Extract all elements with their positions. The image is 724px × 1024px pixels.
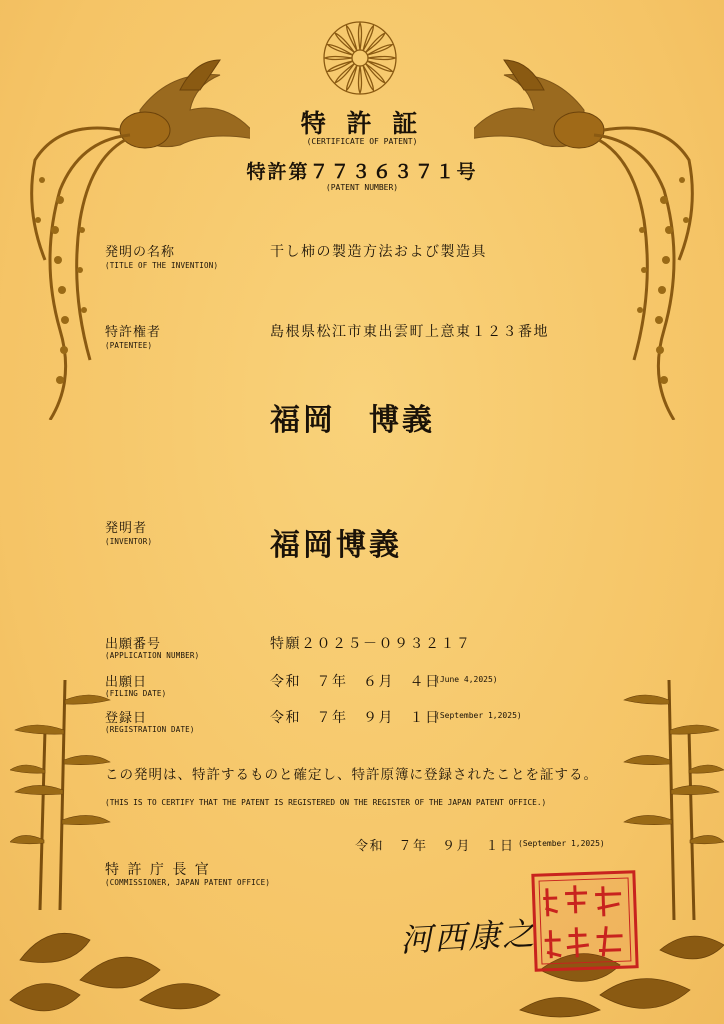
application-number-value: 特願２０２５－０９３２１７ (270, 636, 472, 652)
certification-text-en: (THIS IS TO CERTIFY THAT THE PATENT IS REGISTERED ON THE REGISTER OF THE JAPAN PATENT OFFICE.) (105, 798, 547, 807)
filing-date-value: 令和 ７年 ６月 ４日 (270, 674, 441, 690)
bamboo-left-icon (10, 670, 120, 910)
registration-date-value: 令和 ７年 ９月 １日 (270, 710, 441, 726)
application-number-label: 出願番号 (105, 637, 162, 652)
certificate-title-en: (CERTIFICATE OF PATENT) (306, 137, 418, 146)
patentee-address: 島根県松江市東出雲町上意東１２３番地 (270, 324, 549, 340)
inventor-name: 福岡博義 (270, 528, 402, 563)
certification-text: この発明は、特許するものと確定し、特許原簿に登録されたことを証する。 (105, 767, 598, 783)
filing-date-label: 出願日 (105, 675, 148, 690)
phoenix-left-icon (20, 30, 250, 420)
patentee-label: 特許権者 (105, 325, 162, 340)
certificate-title: 特 許 証 (300, 109, 424, 138)
invention-title-label: 発明の名称 (105, 245, 176, 260)
patent-number-en: (PATENT NUMBER) (325, 183, 399, 192)
registration-date-label: 登録日 (105, 711, 148, 726)
commissioner-signature: 河西康之 (399, 914, 538, 960)
inventor-label-en: (INVENTOR) (105, 537, 153, 546)
phoenix-right-icon (474, 30, 704, 420)
commissioner-label-en: (COMMISSIONER, JAPAN PATENT OFFICE) (105, 878, 271, 887)
invention-title-label-en: (TITLE OF THE INVENTION) (105, 261, 219, 270)
patentee-name: 福岡 博義 (270, 403, 435, 438)
filing-date-value-en: (June 4,2025) (435, 675, 498, 684)
invention-title-value: 干し柿の製造方法および製造具 (270, 244, 487, 260)
registration-date-label-en: (REGISTRATION DATE) (105, 725, 195, 734)
patent-number: 特許第７７３６３７１号 (246, 161, 478, 183)
patentee-label-en: (PATENTEE) (105, 341, 153, 350)
registration-date-value-en: (September 1,2025) (435, 711, 522, 720)
certification-date-en: (September 1,2025) (518, 839, 605, 848)
commissioner-label: 特 許 庁 長 官 (105, 862, 211, 878)
filing-date-label-en: (FILING DATE) (105, 689, 167, 698)
chrysanthemum-crest-icon (322, 20, 398, 96)
certification-date: 令和 ７年 ９月 １日 (355, 839, 515, 854)
inventor-label: 発明者 (105, 521, 148, 536)
official-seal-icon (531, 870, 638, 972)
application-number-label-en: (APPLICATION NUMBER) (105, 651, 200, 660)
